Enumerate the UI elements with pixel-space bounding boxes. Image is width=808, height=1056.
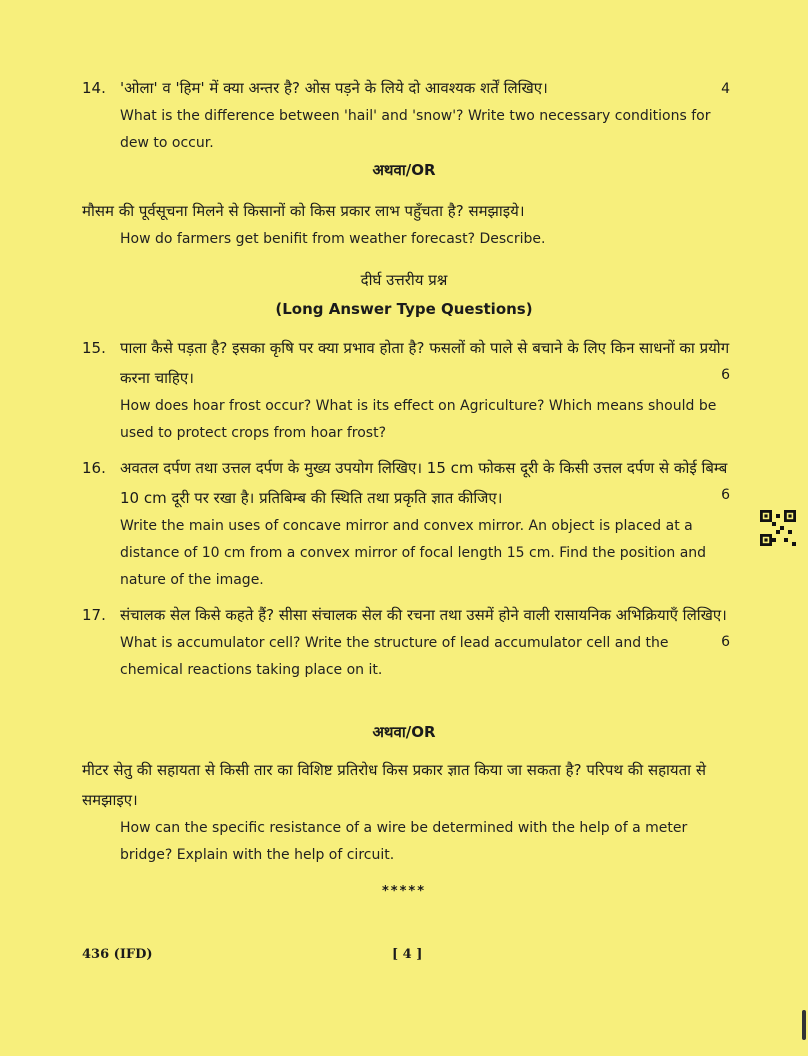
paper-code: 436 (IFD): [82, 947, 153, 962]
qr-code-icon: [760, 510, 796, 546]
question-number: 17.: [82, 606, 106, 624]
question-hindi: पाला कैसे पड़ता है? इसका कृषि पर क्या प्रभाव होता है? फसलों को पाले से बचाने के लिए किन साधनों का प्रयोग करना चाहिए।: [120, 339, 730, 387]
section-heading-english: (Long Answer Type Questions): [275, 300, 533, 318]
page-edge-mark: [802, 1010, 806, 1040]
question-english: What is accumulator cell? Write the structure of lead accumulator cell and the chemical reactions taking place on it.: [120, 635, 669, 678]
question-hindi: संचालक सेल किसे कहते हैं? सीसा संचालक सेल की रचना तथा उसमें होने वाली रासायनिक अभिक्रियाएँ लिखिए।: [120, 606, 727, 624]
question-number: 14.: [82, 79, 106, 97]
alternative-english: How can the specific resistance of a wire be determined with the help of a meter bridge? Explain with the help of circuit.: [120, 820, 688, 863]
question-14-alternative: [82, 196, 730, 253]
question-16: [82, 453, 730, 594]
question-marks: 4: [721, 81, 730, 97]
or-divider: अथवा/OR: [372, 723, 436, 741]
alternative-hindi: मौसम की पूर्वसूचना मिलने से किसानों को किस प्रकार लाभ पहुँचता है? समझाइये।: [82, 202, 525, 220]
question-marks: 6: [721, 487, 730, 503]
question-17-alternative: [82, 755, 730, 869]
question-english: How does hoar frost occur? What is its effect on Agriculture? Which means should be used to protect crops from hoar frost?: [120, 398, 717, 441]
question-number: 15.: [82, 339, 106, 357]
question-15: [82, 333, 730, 447]
question-hindi: अवतल दर्पण तथा उत्तल दर्पण के मुख्य उपयोग लिखिए। 15 cm फोकस दूरी के किसी उत्तल दर्पण से कोई बिम्ब 10 cm दूरी पर रखा है। प्रतिबिम्ब की स्थिति तथा प्रकृति ज्ञात कीजिए।: [120, 459, 728, 507]
section-heading-hindi: दीर्घ उत्तरीय प्रश्न: [360, 271, 448, 289]
question-marks: 6: [721, 634, 730, 650]
alternative-hindi: मीटर सेतु की सहायता से किसी तार का विशिष्ट प्रतिरोध किस प्रकार ज्ञात किया जा सकता है? परिपथ की सहायता से समझाइए।: [82, 761, 706, 809]
question-marks: 6: [721, 367, 730, 383]
question-english: Write the main uses of concave mirror and convex mirror. An object is placed at a distance of 10 cm from a convex mirror of focal length 15 cm. Find the position and nature of the image.: [120, 518, 707, 588]
question-14: [82, 73, 730, 157]
question-hindi: 'ओला' व 'हिम' में क्या अन्तर है? ओस पड़ने के लिये दो आवश्यक शर्तें लिखिए।: [120, 79, 548, 97]
page-number: [ 4 ]: [392, 947, 423, 962]
alternative-english: How do farmers get benifit from weather forecast? Describe.: [120, 231, 546, 247]
question-number: 16.: [82, 459, 106, 477]
question-english: What is the difference between 'hail' and 'snow'? Write two necessary conditions for dew to occur.: [120, 108, 711, 151]
or-divider: अथवा/OR: [372, 161, 436, 179]
end-marker: *****: [382, 884, 426, 899]
question-17: [82, 600, 730, 684]
